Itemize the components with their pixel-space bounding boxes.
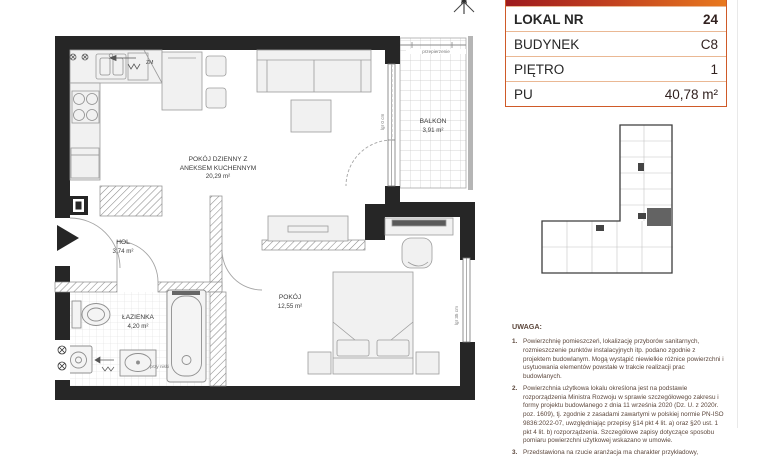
lokal-value: 24 — [702, 11, 718, 27]
pu-label: PU — [514, 86, 533, 102]
nightstand — [308, 352, 331, 374]
apartment-floor-plan — [40, 0, 500, 428]
toilet — [82, 304, 110, 326]
note-item-3: 3. Przedstawiona na rzucie aranżacja ma charakter przykładowy, — [512, 449, 699, 456]
toilet-tank — [72, 301, 81, 328]
partition-label: przepierzenie — [406, 49, 466, 54]
pu-value: 40,78 m² — [664, 86, 718, 102]
balcony-area — [400, 36, 473, 190]
info-row-lokal — [506, 6, 726, 31]
budynek-label: BUDYNEK — [514, 36, 580, 52]
lokal-label: LOKAL NR — [514, 11, 584, 27]
unit-info-table — [505, 0, 727, 107]
room-label-hall: HOL 3,74 m² — [112, 239, 134, 255]
notes-section — [512, 322, 724, 461]
info-row-pietro — [506, 56, 726, 81]
pietro-label: PIĘTRO — [514, 61, 565, 77]
meter-valves — [55, 340, 70, 380]
floor-plan-drawing — [40, 0, 500, 428]
building-key-plan — [540, 113, 740, 288]
bed — [333, 272, 413, 374]
nightstand — [416, 352, 439, 374]
highlighted-unit — [647, 208, 671, 226]
electrical-box — [68, 196, 88, 215]
entrance-arrow-icon — [57, 225, 79, 251]
dining-set — [162, 52, 226, 110]
budynek-value: C8 — [700, 36, 718, 52]
living-window-note: lgr 0 cm — [380, 113, 385, 130]
bathtub-faucet — [172, 291, 200, 295]
pietro-value: 1 — [710, 61, 718, 77]
note-item-1: 1. Powierzchnię pomieszczeń, lokalizację przyborów sanitarnych, rozmieszczenie punktów instalacyjnych itp. podano zgodnie z projektem budowlanym. Mogą wystąpić niewielkie różnice powierzchni i usytuowania elementów powstałe w trakcie realizacji prac budowlanych. — [512, 338, 724, 380]
tv — [392, 220, 446, 226]
wardrobe — [100, 186, 162, 216]
room-label-balcony: BALKON 3,91 m² — [419, 118, 447, 134]
room-label-living: POKÓJ DZIENNY Z ANEKSEM KUCHENNYM 20,29 m² — [179, 156, 257, 181]
armchair — [402, 238, 432, 268]
room-label-bathroom: ŁAZIENKA 4,20 m² — [122, 314, 154, 330]
note-item-2: 2. Powierzchnia użytkowa lokalu określona jest na podstawie rozporządzenia Ministra Rozwoju w sprawie szczegółowego zakresu i formy projektu budowlanego z dnia 11 września 2020 (Dz. U. z 2020r. poz. 1609), tj. zgodnie z zasadami zawartymi w polskiej normie PN-ISO 9836:2022-07, uwzględniając przepisy §14 pkt 4 lit. a) oraz §20 ust. 1 pkt 4 lit. b) rozporządzenia. Szczegółowe zapisy dotyczące sposobu pomiaru powierzchni użytkowej wskazano w umowie. — [512, 384, 724, 445]
bath-connection-note: przy niski — [150, 364, 170, 369]
room-label-bedroom: POKÓJ 12,55 m² — [277, 294, 303, 310]
info-row-pu — [506, 81, 726, 106]
coffee-table — [291, 100, 331, 132]
notes-title: UWAGA: — [512, 322, 542, 331]
page-edge-line — [737, 0, 738, 428]
dishwasher-label: ZM — [146, 60, 154, 66]
info-row-budynek — [506, 31, 726, 56]
bedroom-window-note: lgr 35 cm — [454, 306, 459, 325]
pillow — [337, 340, 369, 356]
kitchen-counters — [70, 50, 162, 180]
pillow — [377, 340, 409, 356]
living-furniture — [257, 50, 371, 241]
